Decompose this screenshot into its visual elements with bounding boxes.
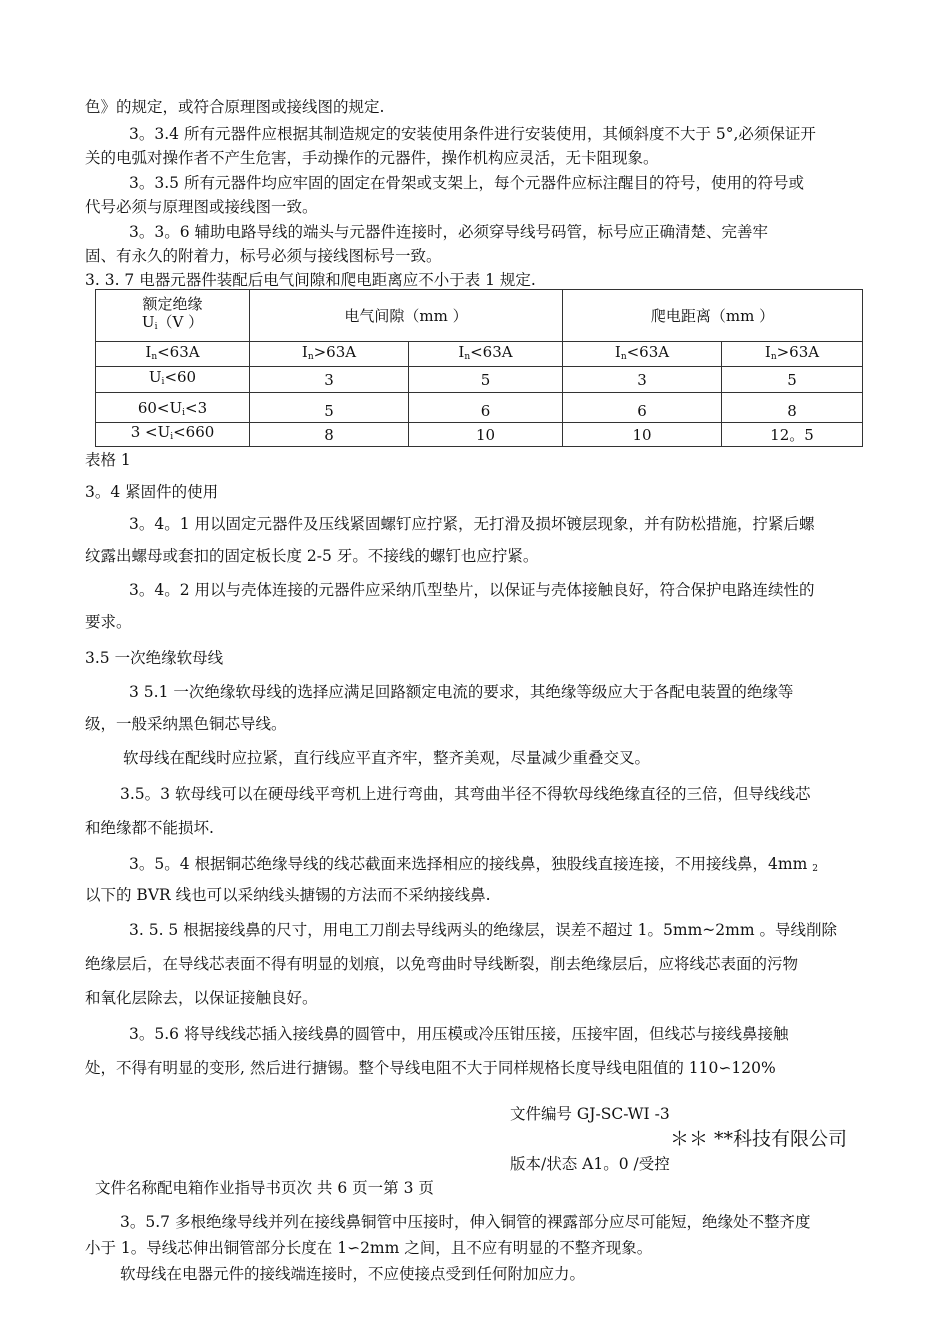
text-line: 色》的规定，或符合原理图或接线图的规定.	[85, 98, 385, 116]
subheader-cell: $I_n>63A$	[250, 342, 409, 367]
doc-number: 文件编号 GJ-SC-WI -3	[510, 1105, 670, 1123]
text-line: 级，一般采纳黑色铜芯导线。	[85, 715, 287, 733]
text-line: 要求。	[85, 613, 132, 631]
table-row	[96, 367, 863, 393]
text-line: 和氧化层除去，以保证接触良好。	[85, 989, 318, 1007]
clause-3-4-1: 3。4。1 用以固定元器件及压线紧固螺钉应拧紧，无打滑及损坏镀层现象，并有防松措施，拧紧后螺	[129, 515, 815, 533]
text-line: 纹露出螺母或套扣的固定板长度 2-5 牙。不接线的螺钉也应拧紧。	[85, 547, 539, 565]
table-caption: 表格 1	[85, 451, 131, 469]
header-rated-label: 额定绝缘	[142, 295, 203, 313]
table-cell: 10	[563, 423, 722, 447]
doc-version: 版本/状态 A1。0 /受控	[510, 1155, 670, 1173]
clause-3-5-5: 3. 5. 5 根据接线鼻的尺寸，用电工刀削去导线两头的绝缘层，误差不超过 1。5mm~2mm 。导线削除	[129, 921, 837, 939]
row-label: $3 <U_i<660$	[96, 423, 250, 447]
header-ui-label: $U_i(V$ ）	[141, 313, 204, 332]
table-cell: 5	[409, 367, 563, 393]
table-cell: 8	[250, 423, 409, 447]
header-creepage: 爬电距离（mm ）	[563, 290, 863, 342]
clause-3-5-1: 3 5.1 一次绝缘软母线的选择应满足回路额定电流的要求，其绝缘等级应大于各配电装置的绝缘等	[129, 683, 794, 701]
table-cell: 8	[722, 393, 863, 423]
subheader-cell: $I_n<63A$	[409, 342, 563, 367]
row-label: $U_i<60$	[96, 367, 250, 393]
text-line: 和绝缘都不能损坏.	[85, 819, 214, 837]
table-cell: 5	[250, 393, 409, 423]
text-line: 处，不得有明显的变形, 然后进行搪锡。整个导线电阻不大于同样规格长度导线电阻值的 110∽120%	[85, 1059, 776, 1077]
subheader-cell: $I_n>63A$	[722, 342, 863, 367]
table-cell: 5	[722, 367, 863, 393]
clearance-table	[95, 289, 863, 447]
clause-3-4-2: 3。4。2 用以与壳体连接的元器件应采纳爪型垫片，以保证与壳体接触良好，符合保护电路连续性的	[129, 581, 815, 599]
section-3-5-heading: 3.5 一次绝缘软母线	[85, 649, 224, 667]
text-line: 软母线在电器元件的接线端连接时，不应使接点受到任何附加应力。	[120, 1265, 586, 1283]
clause-3-5-3: 3.5。3 软母线可以在硬母线平弯机上进行弯曲，其弯曲半径不得软母线绝缘直径的三倍，但导线线芯	[120, 785, 811, 803]
table-cell: 12。5	[722, 423, 863, 447]
text-line: 绝缘层后，在导线芯表面不得有明显的划痕，以免弯曲时导线断裂，削去绝缘层后，应将线芯表面的污物	[85, 955, 799, 973]
text-line: 固、有永久的附着力，标号必须与接线图标号一致。	[85, 247, 442, 265]
clause-3-3-5: 3。3.5 所有元器件均应牢固的固定在骨架或支架上，每个元器件应标注醒目的符号，使用的符号或	[129, 174, 804, 192]
table-cell: 10	[409, 423, 563, 447]
table-cell: 6	[409, 393, 563, 423]
text-line: 以下的 BVR 线也可以采纳线头搪锡的方法而不采纳接线鼻.	[85, 886, 491, 904]
doc-name-page: 文件名称配电箱作业指导书页次 共 6 页一第 3 页	[95, 1179, 434, 1197]
clause-3-5-7: 3。5.7 多根绝缘导线并列在接线鼻铜管中压接时，伸入铜管的裸露部分应尽可能短，绝缘处不整齐度	[120, 1213, 811, 1231]
text-line: 小于 1。导线芯伸出铜管部分长度在 1∽2mm 之间，且不应有明显的不整齐现象。	[85, 1239, 653, 1257]
section-3-4-heading: 3。4 紧固件的使用	[85, 483, 219, 501]
clause-3-3-7: 3. 3. 7 电器元器件装配后电气间隙和爬电距离应不小于表 1 规定.	[85, 271, 536, 289]
clause-3-5-6: 3。5.6 将导线线芯插入接线鼻的圆管中，用压模或冷压钳压接，压接牢固，但线芯与接线鼻接触	[129, 1025, 789, 1043]
table-cell: 6	[563, 393, 722, 423]
table-cell: 3	[563, 367, 722, 393]
text-line: 软母线在配线时应拉紧，直行线应平直齐牢，整齐美观，尽量减少重叠交叉。	[123, 749, 651, 767]
table-row	[96, 393, 863, 423]
subheader-cell: $I_n<63A$	[563, 342, 722, 367]
header-clearance: 电气间隙（mm ）	[250, 290, 563, 342]
text-line: 代号必须与原理图或接线图一致。	[85, 198, 318, 216]
clause-3-5-4: 3。5。4 根据铜芯绝缘导线的线芯截面来选择相应的接线鼻，独股线直接连接，不用接线鼻，4mm $_2$	[129, 855, 818, 874]
company-name: ＊＊ **科技有限公司	[670, 1128, 848, 1150]
table-cell: 3	[250, 367, 409, 393]
clause-3-3-4: 3。3.4 所有元器件应根据其制造规定的安装使用条件进行安装使用，其倾斜度不大于 5°,必须保证开	[129, 125, 816, 143]
subheader-cell: $I_n<63A$	[96, 342, 250, 367]
header-rated-insulation	[96, 290, 250, 342]
clause-3-3-6: 3。3。6 辅助电路导线的端头与元器件连接时，必须穿导线号码管，标号应正确清楚、完善牢	[129, 223, 769, 241]
text-line: 关的电弧对操作者不产生危害，手动操作的元器件，操作机构应灵活，无卡阻现象。	[85, 149, 659, 167]
table-row	[96, 423, 863, 447]
row-label: $60<U_i<3$	[96, 393, 250, 423]
